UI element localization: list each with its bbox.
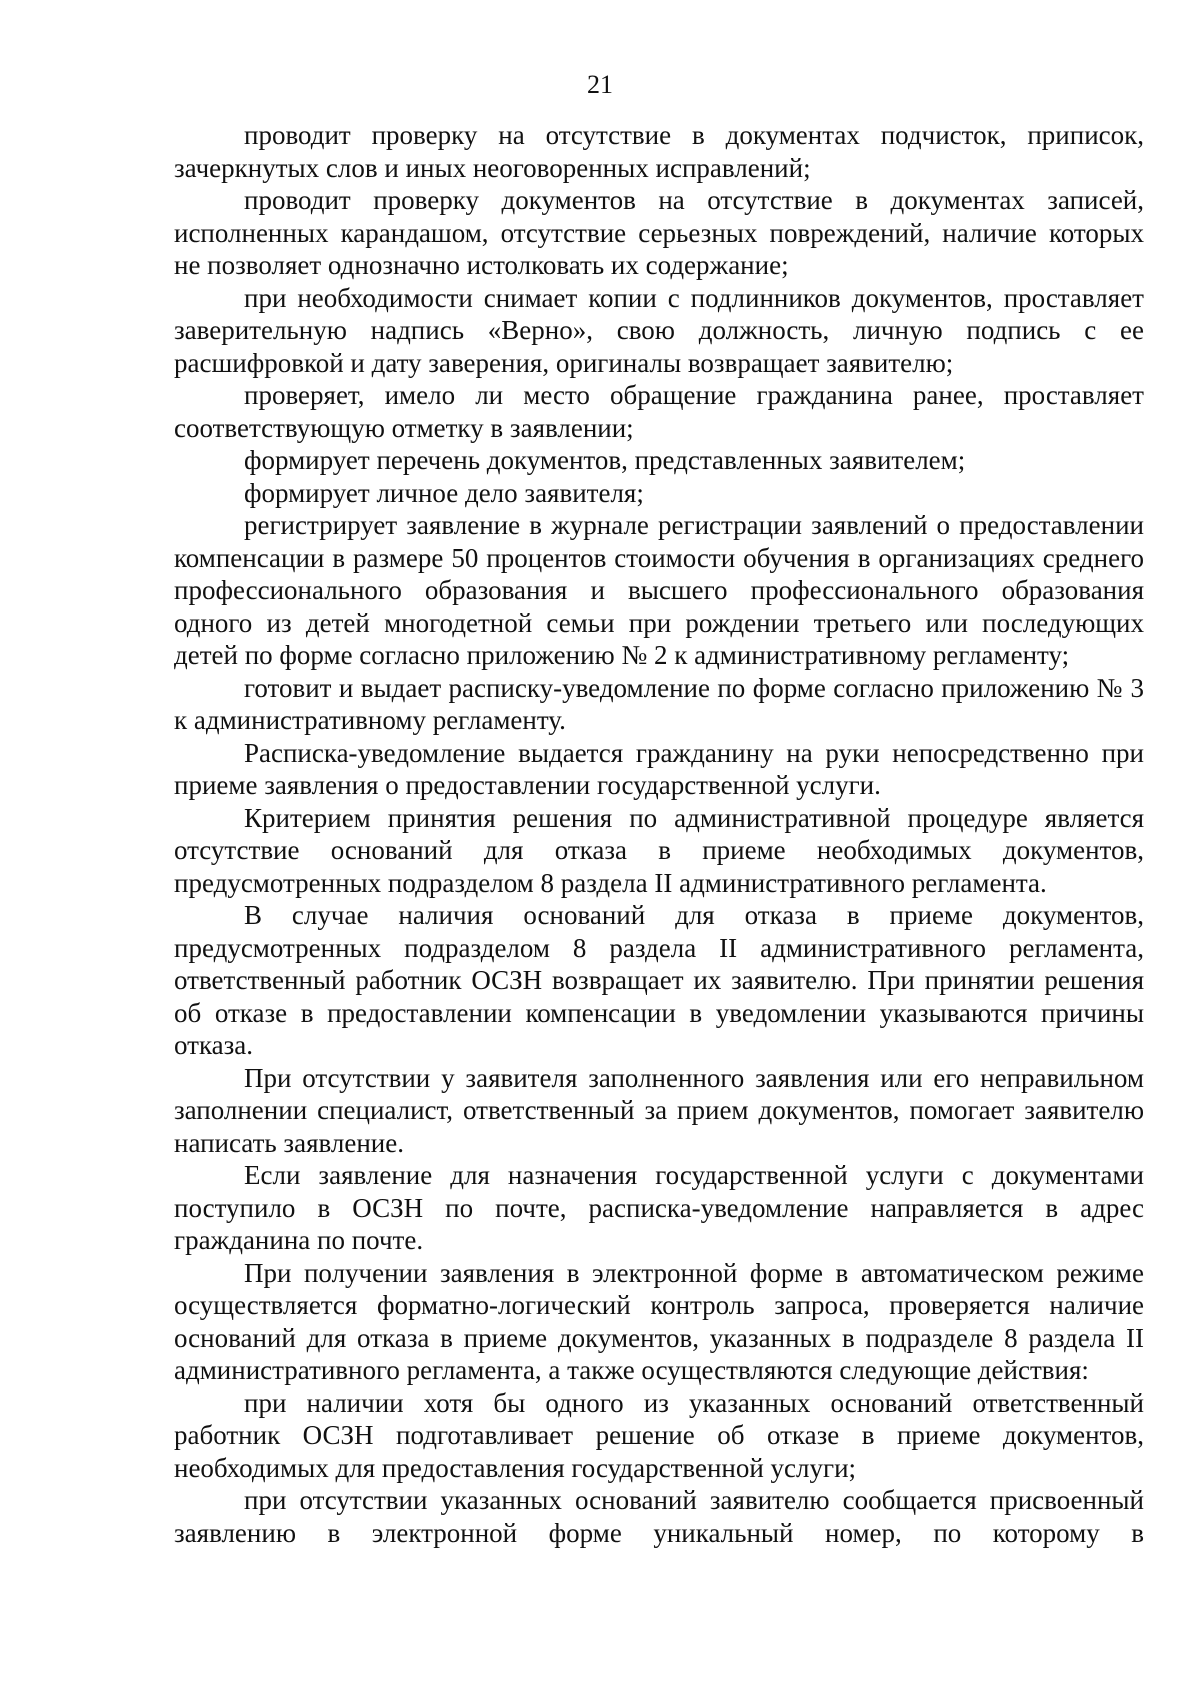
paragraph: формирует личное дело заявителя;: [244, 477, 644, 508]
paragraph: регистрирует заявление в журнале регистрации заявлений о предоставлении компенсации в размере 50 процентов стоимости обучения в организациях среднего профессионального образования и высшего профессионального образования одного из детей многодетной семьи при рождении третьего или последующих детей по форме согласно приложению № 2 к административному регламенту;: [174, 510, 1144, 670]
paragraph: В случае наличия оснований для отказа в приеме документов, предусмотренных подразделом 8 раздела II административного регламента, ответственный работник ОСЗН возвращает их заявителю. При принятии решения об отказе в предоставлении компенсации в уведомлении указываются причины отказа.: [174, 900, 1144, 1060]
paragraph: проверяет, имело ли место обращение гражданина ранее, проставляет соответствующую отметку в заявлении;: [174, 380, 1144, 443]
paragraph: При получении заявления в электронной форме в автоматическом режиме осуществляется форматно-логический контроль запроса, проверяется наличие оснований для отказа в приеме документов, указанных в подразделе 8 раздела II административного регламента, а также осуществляются следующие действия:: [174, 1257, 1144, 1385]
paragraph: Если заявление для назначения государственной услуги с документами поступило в ОСЗН по почте, расписка-уведомление направляется в адрес гражданина по почте.: [174, 1160, 1144, 1255]
paragraph: при отсутствии указанных оснований заявителю сообщается присвоенный заявлению в электронной форме уникальный номер, по которому в: [174, 1485, 1144, 1548]
paragraph: проводит проверку документов на отсутствие в документах записей, исполненных карандашом, отсутствие серьезных повреждений, наличие которых не позволяет однозначно истолковать их содержание;: [174, 185, 1144, 280]
paragraph: формирует перечень документов, представленных заявителем;: [244, 445, 966, 475]
paragraph: при наличии хотя бы одного из указанных оснований ответственный работник ОСЗН подготавливает решение об отказе в приеме документов, необходимых для предоставления государственной услуги;: [174, 1387, 1144, 1483]
paragraph: Критерием принятия решения по административной процедуре является отсутствие оснований для отказа в приеме необходимых документов, предусмотренных подразделом 8 раздела II административного регламента.: [174, 802, 1144, 898]
paragraph: при необходимости снимает копии с подлинников документов, проставляет заверительную надпись «Верно», свою должность, личную подпись с ее расшифровкой и дату заверения, оригиналы возвращает заявителю;: [174, 282, 1144, 378]
paragraph: проводит проверку на отсутствие в документах подчисток, приписок, зачеркнутых слов и иных неоговоренных исправлений;: [174, 120, 1144, 183]
paragraph: Расписка-уведомление выдается гражданину на руки непосредственно при приеме заявления о предоставлении государственной услуги.: [174, 737, 1144, 800]
page-number: 21: [587, 70, 613, 99]
paragraph: готовит и выдает расписку-уведомление по форме согласно приложению № 3 к административному регламенту.: [174, 672, 1144, 735]
paragraph: При отсутствии у заявителя заполненного заявления или его неправильном заполнении специалист, ответственный за прием документов, помогает заявителю написать заявление.: [174, 1062, 1144, 1158]
document-body: [174, 119, 1144, 1549]
